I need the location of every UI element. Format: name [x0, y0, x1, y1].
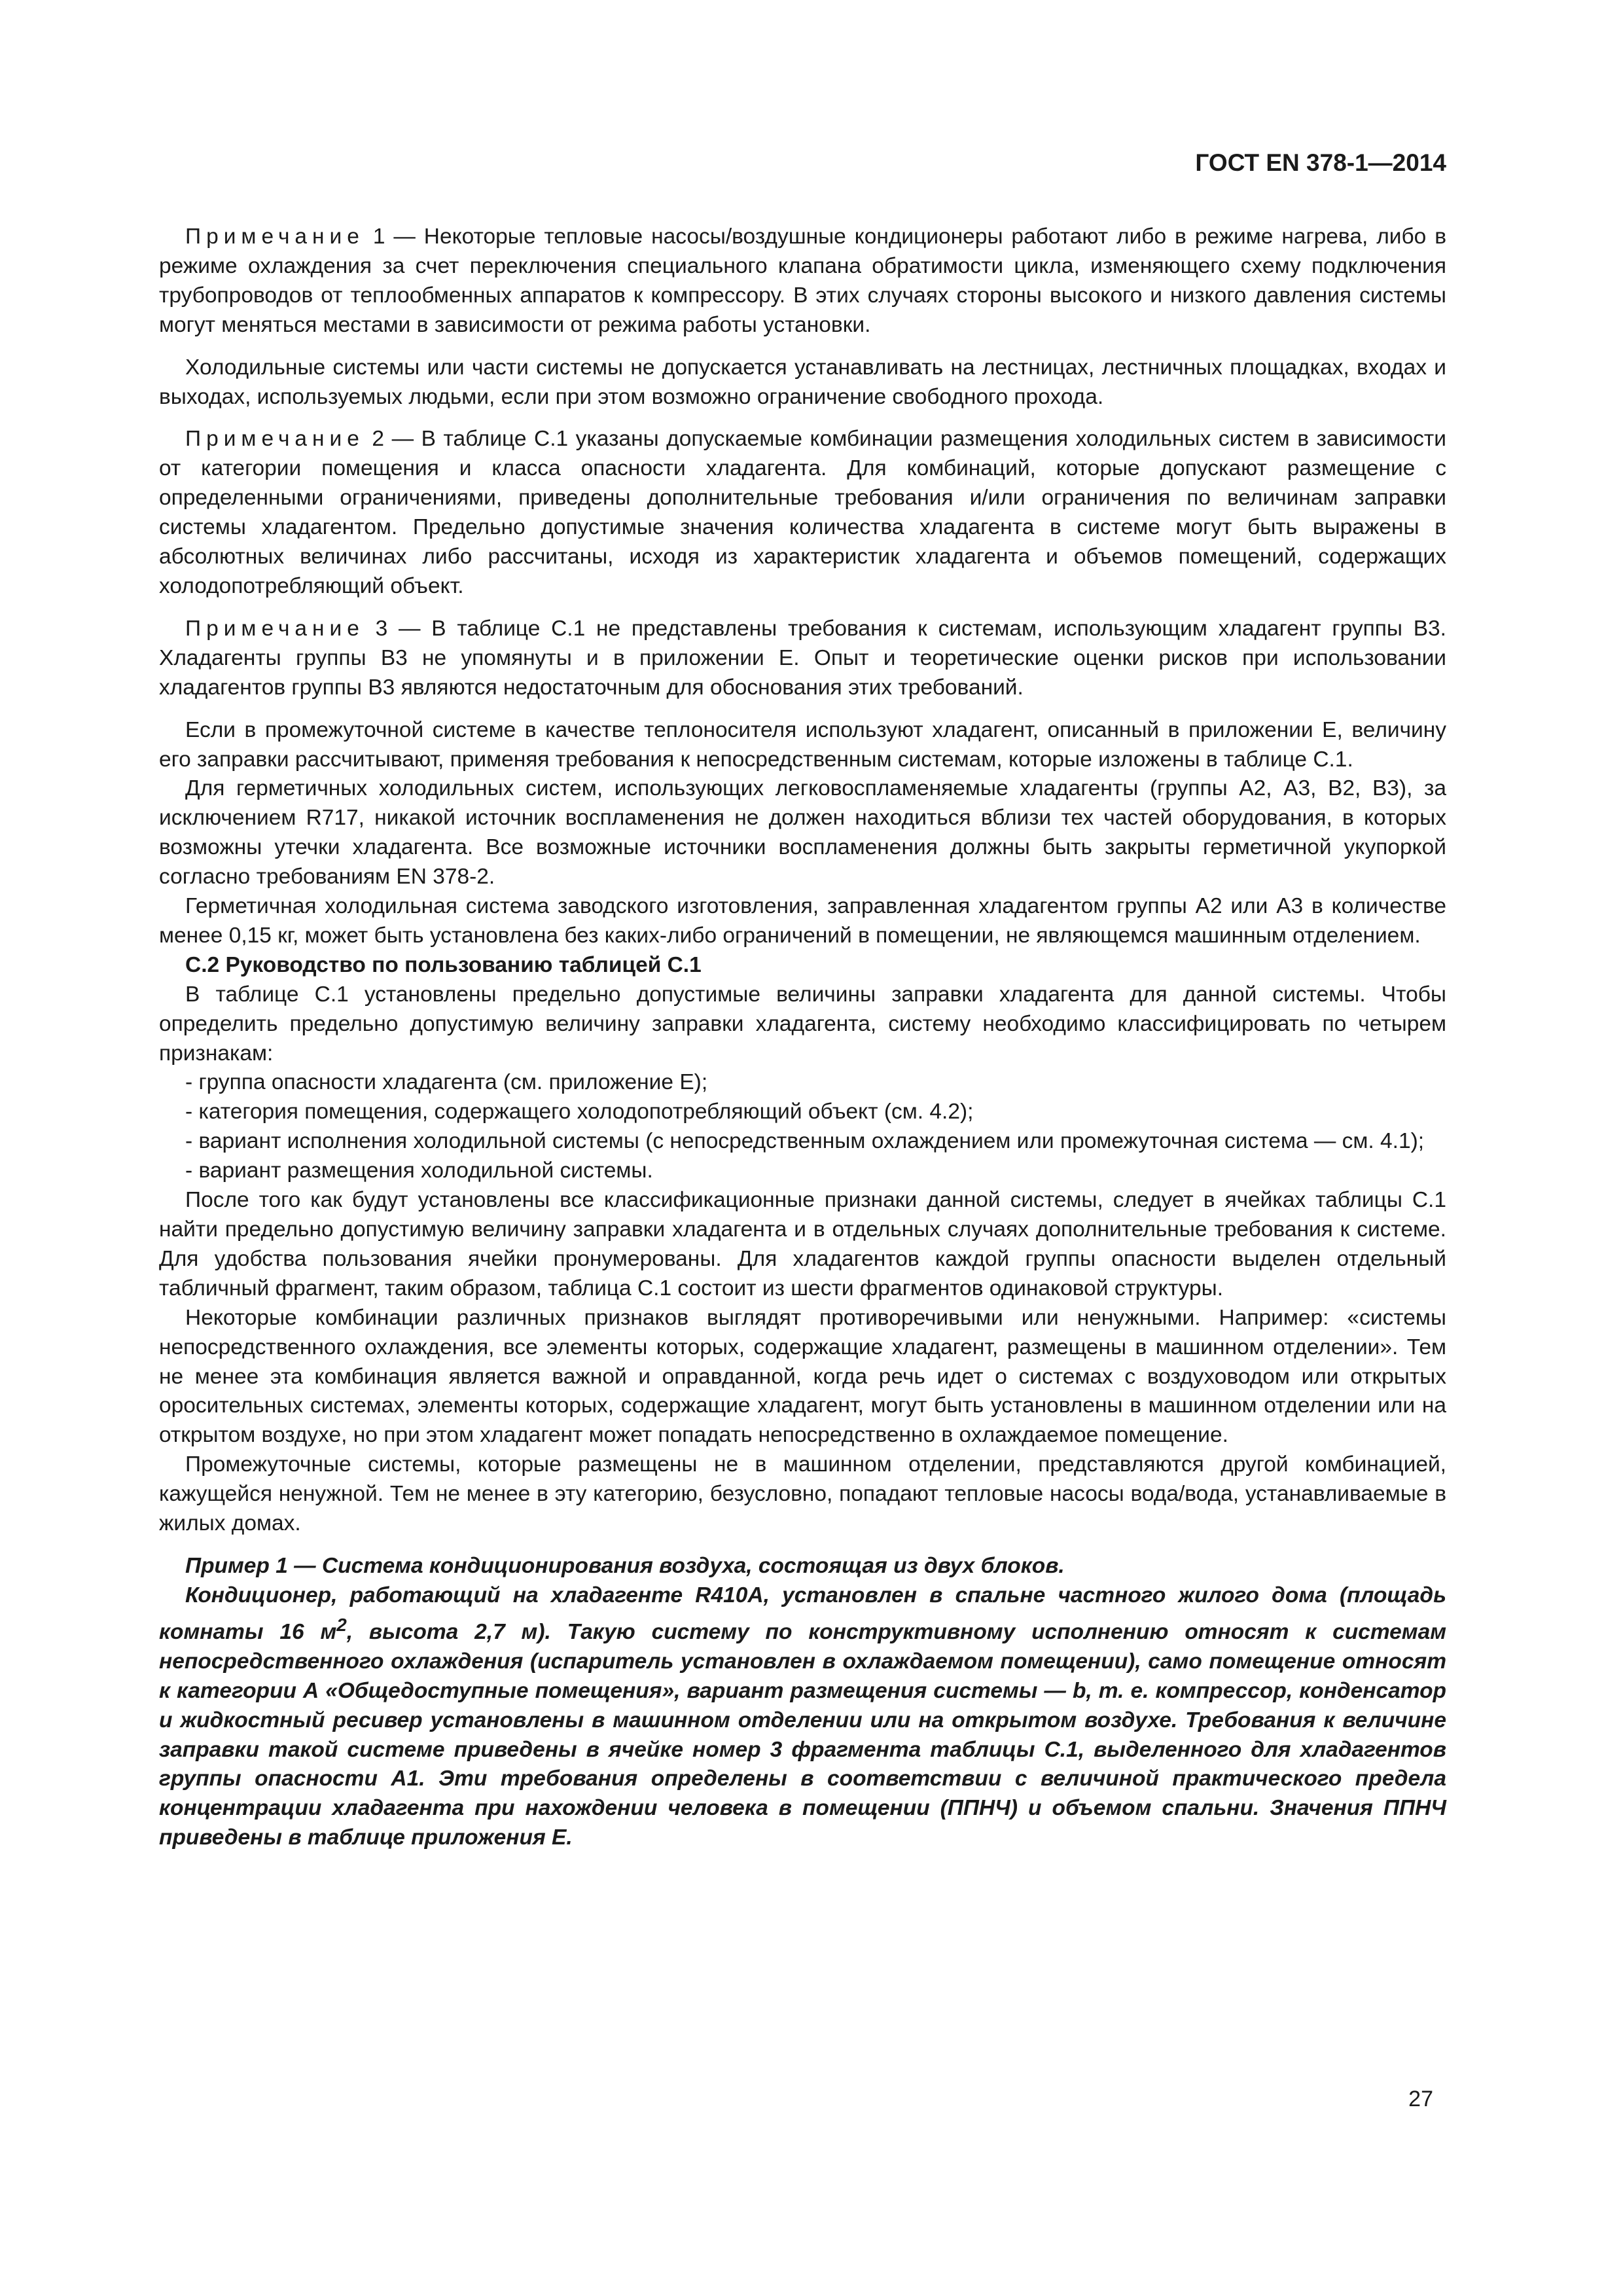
note-label: Примечание [185, 224, 365, 249]
note-label: Примечание [185, 427, 365, 452]
paragraph-intermediate: Если в промежуточной системе в качестве теплоносителя используют хладагент, описанный в приложении Е, величину его заправки рассчитывают, применяя требования к непосредственным системам, которые изложены в таблице С.1. [159, 717, 1446, 772]
example-title: Пример 1 — Система кондиционирования воздуха, состоящая из двух блоков. [185, 1553, 1065, 1578]
example-text-rest: , высота 2,7 м). Такую систему по конструктивному исполнению относят к системам непосредственного охлаждения (испаритель установлен в охлаждаемом помещении), само помещение относят к категории А «Общедоступные помещения», вариант размещения системы — b, т. е. компрессор, конденсатор и жидкостный ресивер установлены в машинном отделении или на открытом воздухе. Требования к величине заправки такой системе приведены в ячейке номер 3 фрагмента таблицы С.1, выделенного для хладагентов группы опасности А1. Эти требования определены в соответствии с величиной практического предела концентрации хладагента при нахождении человека в помещении (ППНЧ) и объемом спальни. Значения ППНЧ приведены в таблице приложения Е. [159, 1619, 1446, 1850]
note-2 [159, 425, 1446, 601]
section-intro: В таблице С.1 установлены предельно допустимые величины заправки хладагента для данной системы. Чтобы определить предельно допустимую величину заправки хладагента, систему необходимо классифицировать по четырем признакам: [159, 982, 1446, 1066]
paragraph-factory: Герметичная холодильная система заводского изготовления, заправленная хладагентом группы А2 или А3 в количестве менее 0,15 кг, может быть установлена без каких-либо ограничений в помещении, не являющемся машинным отделением. [159, 894, 1446, 948]
section-intermediate-systems: Промежуточные системы, которые размещены не в машинном отделении, представляются другой комбинацией, кажущейся ненужной. Тем не менее в эту категорию, безусловно, попадают тепловые насосы вода/вода, устанавливаемые в жилых домах. [159, 1452, 1446, 1536]
section-heading: С.2 Руководство по пользованию таблицей С.1 [185, 952, 702, 977]
example-text [159, 1581, 1446, 1853]
example-text-start: Кондиционер, работающий на хладагенте R410A, установлен в спальне частного жилого дома (площадь комнаты 16 м [159, 1583, 1446, 1644]
section-after: После того как будут установлены все классификационные признаки данной системы, следует в ячейках таблицы С.1 найти предельно допустимую величину заправки хладагента и в отдельных случаях дополнительные требования к системе. Для удобства пользования ячейки пронумерованы. Для хладагентов каждой группы опасности выделен отдельный табличный фрагмент, таким образом, таблица С.1 состоит из шести фрагментов одинаковой структуры. [159, 1188, 1446, 1300]
criteria-item: - вариант размещения холодильной системы. [185, 1158, 653, 1183]
paragraph-sealed: Для герметичных холодильных систем, использующих легковоспламеняемые хладагенты (группы А2, А3, В2, В3), за исключением R717, никакой источник воспламенения не должен находиться вблизи тех частей оборудования, в которых возможны утечки хладагента. Все возможные источники воспламенения должны быть закрыты герметичной укупоркой согласно требованиям EN 378-2. [159, 776, 1446, 889]
note-text: 1 — Некоторые тепловые насосы/воздушные кондиционеры работают либо в режиме нагрева, либо в режиме охлаждения за счет переключения специального клапана обратимости цикла, изменяющего схему подключения трубопроводов от теплообменных аппаратов к компрессору. В этих случаях стороны высокого и низкого давления системы могут меняться местами в зависимости от режима работы установки. [159, 224, 1446, 337]
note-label: Примечание [185, 616, 365, 641]
criteria-item: - вариант исполнения холодильной системы (с непосредственным охлаждением или промежуточная система — см. 4.1); [185, 1129, 1425, 1154]
criteria-item: - категория помещения, содержащего холодопотребляющий объект (см. 4.2); [185, 1100, 974, 1124]
note-text: 2 — В таблице С.1 указаны допускаемые комбинации размещения холодильных систем в зависимости от категории помещения и класса опасности хладагента. Для комбинаций, которые допускают размещение с определенными ограничениями, приведены дополнительные требования и/или ограничения по величинам заправки системы хладагентом. Предельно допустимые значения количества хладагента в системе могут быть выражены в абсолютных величинах либо рассчитаны, исходя из характеристик хладагента и объемов помещений, содержащих холодопотребляющий объект. [159, 427, 1446, 598]
section-combinations: Некоторые комбинации различных признаков выглядят противоречивыми или ненужными. Например: «системы непосредственного охлаждения, все элементы которых, содержащие хладагент, размещены в машинном отделении». Тем не менее эта комбинация является важной и оправданной, когда речь идет о системах с воздуховодом или открытых оросительных системах, элементы которых, содержащие хладагент, могут быть установлены в машинном отделении или на открытом воздухе, но при этом хладагент может попадать непосредственно в охлаждаемое помещение. [159, 1305, 1446, 1448]
note-text: 3 — В таблице С.1 не представлены требования к системам, использующим хладагент группы В3. Хладагенты группы В3 не упомянуты и в приложении Е. Опыт и теоретические оценки рисков при использовании хладагентов группы В3 являются недостаточным для обоснования этих требований. [159, 616, 1446, 700]
page-content [159, 223, 1446, 1853]
page-number: 27 [1408, 2087, 1433, 2111]
superscript: 2 [336, 1614, 347, 1635]
note-3 [159, 615, 1446, 703]
paragraph-stairs: Холодильные системы или части системы не допускается устанавливать на лестницах, лестничных площадках, входах и выходах, используемых людьми, если при этом возможно ограничение свободного прохода. [159, 355, 1446, 409]
note-1 [159, 223, 1446, 340]
criteria-item: - группа опасности хладагента (см. приложение Е); [185, 1070, 708, 1095]
standard-header: ГОСТ EN 378-1—2014 [1195, 149, 1446, 176]
